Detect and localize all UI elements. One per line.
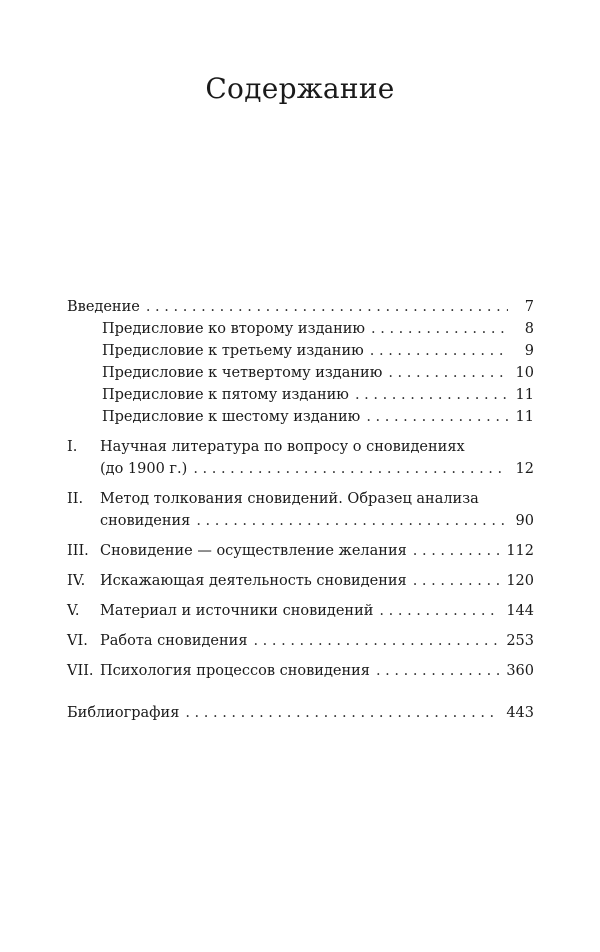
chapter-number: V. bbox=[67, 603, 80, 619]
toc-entry-chapter-7[interactable] bbox=[67, 660, 534, 682]
toc-entry-chapter-4[interactable] bbox=[67, 570, 534, 592]
toc-entry-label: Предисловие к третьему изданию bbox=[102, 343, 364, 359]
toc-page-number: 12 bbox=[515, 461, 534, 477]
toc-entry-label: Введение bbox=[67, 299, 140, 315]
spacer bbox=[67, 682, 534, 694]
leader-dots bbox=[193, 458, 508, 480]
toc-entry-label: Психология процессов сновидения bbox=[100, 663, 370, 679]
toc-page-number: 10 bbox=[515, 365, 534, 381]
toc-page-number: 360 bbox=[506, 663, 534, 679]
chapter-number: VI. bbox=[67, 633, 88, 649]
spacer bbox=[67, 480, 534, 488]
toc-entry-preface-6[interactable] bbox=[67, 406, 534, 428]
toc-entry-preface-3[interactable] bbox=[67, 340, 534, 362]
toc-entry-label: Сновидение — осуществление желания bbox=[100, 543, 407, 559]
chapter-number: II. bbox=[67, 491, 84, 507]
page-title: Содержание bbox=[205, 72, 395, 105]
toc-entry-label: Предисловие к шестому изданию bbox=[102, 409, 361, 425]
spacer bbox=[67, 622, 534, 630]
toc-entry-label: Библиография bbox=[67, 705, 180, 721]
chapter-number: III. bbox=[67, 543, 89, 559]
spacer bbox=[67, 532, 534, 540]
toc-page-number: 90 bbox=[515, 513, 534, 529]
leader-dots bbox=[253, 630, 500, 652]
leader-dots bbox=[376, 660, 500, 682]
toc-entry-chapter-5[interactable] bbox=[67, 600, 534, 622]
leader-dots bbox=[379, 600, 500, 622]
toc-entry-intro[interactable] bbox=[67, 296, 534, 318]
spacer bbox=[67, 428, 534, 436]
toc-entry-chapter-1[interactable] bbox=[67, 436, 534, 480]
spacer bbox=[67, 694, 534, 702]
spacer bbox=[67, 592, 534, 600]
toc-entry-label: Материал и источники сновидений bbox=[100, 603, 374, 619]
toc-entry-preface-5[interactable] bbox=[67, 384, 534, 406]
leader-dots bbox=[366, 406, 508, 428]
toc-entry-label: Работа сновидения bbox=[100, 633, 248, 649]
leader-dots bbox=[196, 510, 508, 532]
spacer bbox=[67, 652, 534, 660]
toc-page-number: 443 bbox=[506, 705, 534, 721]
leader-dots bbox=[146, 296, 508, 318]
toc-page-number: 7 bbox=[524, 299, 534, 315]
spacer bbox=[67, 562, 534, 570]
leader-dots bbox=[388, 362, 508, 384]
toc-entry-label: Предисловие ко второму изданию bbox=[102, 321, 366, 337]
toc-page-number: 8 bbox=[524, 321, 534, 337]
toc-entry-label: Научная литература по вопросу о сновидениях bbox=[100, 439, 465, 455]
toc-entry-chapter-2[interactable] bbox=[67, 488, 534, 532]
toc-page-number: 112 bbox=[506, 543, 534, 559]
chapter-number: IV. bbox=[67, 573, 86, 589]
table-of-contents bbox=[67, 296, 534, 724]
leader-dots bbox=[370, 340, 508, 362]
toc-page-number: 120 bbox=[506, 573, 534, 589]
toc-entry-label: Предисловие к пятому изданию bbox=[102, 387, 349, 403]
toc-entry-label-continued: (до 1900 г.) bbox=[100, 461, 188, 477]
toc-page-number: 9 bbox=[524, 343, 534, 359]
toc-entry-label: Предисловие к четвертому изданию bbox=[102, 365, 383, 381]
toc-page-number: 11 bbox=[515, 387, 534, 403]
chapter-number: VII. bbox=[67, 663, 94, 679]
toc-entry-label: Искажающая деятельность сновидения bbox=[100, 573, 407, 589]
toc-entry-label: Метод толкования сновидений. Образец анализа bbox=[100, 491, 479, 507]
leader-dots bbox=[355, 384, 508, 406]
toc-entry-preface-4[interactable] bbox=[67, 362, 534, 384]
toc-entry-preface-2[interactable] bbox=[67, 318, 534, 340]
leader-dots bbox=[185, 702, 500, 724]
leader-dots bbox=[413, 540, 501, 562]
toc-entry-bibliography[interactable] bbox=[67, 702, 534, 724]
toc-entry-chapter-6[interactable] bbox=[67, 630, 534, 652]
toc-entry-chapter-3[interactable] bbox=[67, 540, 534, 562]
toc-entry-label-continued: сновидения bbox=[100, 513, 191, 529]
toc-page-number: 144 bbox=[506, 603, 534, 619]
chapter-number: I. bbox=[67, 439, 78, 455]
toc-page-number: 11 bbox=[515, 409, 534, 425]
leader-dots bbox=[371, 318, 508, 340]
leader-dots bbox=[413, 570, 501, 592]
toc-page-number: 253 bbox=[506, 633, 534, 649]
